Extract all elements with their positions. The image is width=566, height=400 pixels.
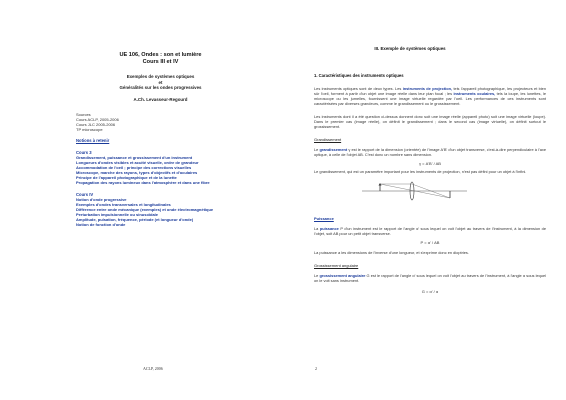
paragraph-image-types: Les instruments dont il a été question ci-dessus donnent donc soit une image réelle (appareil photo) soit une image virtuelle (loupe). Dans le premier cas (image réelle), on définit le grandissement ; dans le second cas (image virtuelle), on définit surtout le grossissement. — [314, 114, 546, 129]
list-item: Amplitude, pulsation, fréquence, période (et longueur d'onde) — [76, 216, 194, 222]
source-item: Cours ACLP, 2005-2006 — [76, 116, 119, 122]
section-title: III. Exemple de systèmes optiques — [374, 46, 446, 51]
paragraph-grandissement-note: Le grandissement, qui est un paramètre important pour les instruments de projection, n'est pas défini pour un objet à l'infini. — [314, 169, 527, 174]
paragraph-grossissement — [314, 273, 546, 283]
formula-grossissement: G = α' / α — [421, 289, 439, 294]
list-item: Perturbation impulsionnelle ou sinusoïdale — [76, 211, 159, 217]
list-item: Différence entre onde mécanique (exemples) et onde électromagnétique — [76, 206, 214, 212]
list-item: Notion de fonction d'onde — [76, 221, 126, 227]
document-title — [56, 52, 265, 66]
notions-heading: Notions à retenir — [76, 137, 110, 143]
list-item: Exemples d'ondes transversales et longitudinales — [76, 201, 171, 207]
title-line-2: Cours III et IV — [142, 59, 179, 65]
highlight-term: grandissement — [319, 147, 348, 152]
formula-grandissement: γ = A'B' / AB — [419, 161, 441, 166]
source-item: Sources — [76, 111, 91, 117]
highlight-term: puissance — [319, 226, 339, 231]
text-run: P d'un instrument est le rapport de l'angle α' sous lequel on voit l'objet au travers de l'instrument, à la dimension de l'objet, soit AB pour un petit objet transverse. — [314, 226, 546, 236]
highlight-term: instruments de projection, — [402, 86, 453, 91]
list-item: Propagation des rayons lumineux dans l'atmosphère et dans une fibre — [76, 179, 210, 185]
source-item: Cours JLC 2005-2006 — [76, 121, 116, 127]
subtitle-line-1: Exemples de systèmes optiques — [126, 74, 195, 79]
text-run: Les instruments optiques sont de deux types. Les — [314, 86, 403, 91]
formula-puissance: P = α' / AB — [420, 240, 440, 245]
list-item: Microscope, marche des rayons, types d'objectifs et d'oculaires — [76, 169, 198, 175]
source-item: TP microscope — [76, 126, 103, 132]
footer-left: ACLP, 2006 — [143, 366, 163, 371]
subtitle-line-2: et — [158, 79, 163, 85]
cours4-heading: Cours IV — [76, 191, 94, 197]
list-item: Longueurs d'ondes visibles et acuité visuelle, ordre de grandeur — [76, 159, 199, 165]
list-item: Accommodation de l'oeil ; principe des corrections visuelles — [76, 164, 192, 170]
page-number: 2 — [315, 366, 317, 371]
paragraph-instrument-types — [314, 86, 546, 106]
subsection-title: 1. Caractéristiques des instruments optiques — [314, 73, 404, 78]
author: A.Ch. Levasseur-Regourd — [133, 96, 188, 102]
highlight-term: grossissement angulaire — [319, 273, 366, 278]
cours4-list — [76, 197, 265, 227]
sources-list — [76, 112, 265, 132]
text-run: γ est le rapport de la dimension (orientée) de l'image A'B' d'un objet transverse, c'est-à-dire perpendiculaire à l'axe optique, à celle de l'objet AB. C'est donc un nombre sans dimension. — [314, 147, 546, 157]
heading-puissance: Puissance — [314, 216, 334, 221]
paragraph-puissance — [314, 226, 546, 236]
heading-grossissement: Grossissement angulaire — [314, 263, 359, 268]
cours3-list — [76, 155, 265, 185]
text-run: Le — [314, 273, 320, 278]
optical-diagram — [362, 179, 467, 201]
text-run: tels la loupe, les lunettes, le microscope ou les jumelles, fournissent une image virtuelle regardée par l'oeil. Les performances de ces instruments sont caractérisées par diverses grandeurs, comme le grandissement ou le grossissement. — [314, 91, 546, 106]
paragraph-puissance-note: La puissance a les dimensions de l'inverse d'une longueur, et s'exprime donc en dioptries. — [314, 250, 469, 255]
subtitle-line-3: Généralités sur les ondes progressives — [119, 85, 202, 91]
text-run: Le — [314, 147, 320, 152]
list-item: Principe de l'appareil photographique et de la lunette — [76, 174, 177, 180]
list-item: Grandissement, puissance et grossissement d'un instrument — [76, 154, 193, 160]
highlight-term: instruments oculaires, — [453, 91, 496, 96]
title-line-1: UE 106, Ondes : son et lumière — [119, 52, 202, 58]
text-run: La — [314, 226, 320, 231]
list-item: Notion d'onde progressive — [76, 196, 127, 202]
paragraph-grandissement — [314, 147, 546, 157]
text-run: tels l'appareil photographique, les projecteurs et bien sûr l'oeil, forment à partir d'un objet une image réelle dans leur plan focal ; les — [314, 86, 547, 96]
right-page — [283, 0, 566, 400]
heading-grandissement: Grandissement — [314, 137, 342, 142]
cours3-heading: Cours 3 — [76, 149, 92, 155]
text-run: G est le rapport de l'angle α' sous lequel on voit l'objet au travers de l'instrument, à l'angle α sous lequel on le voit sans instrument. — [314, 273, 546, 283]
document-subtitle — [56, 74, 265, 91]
